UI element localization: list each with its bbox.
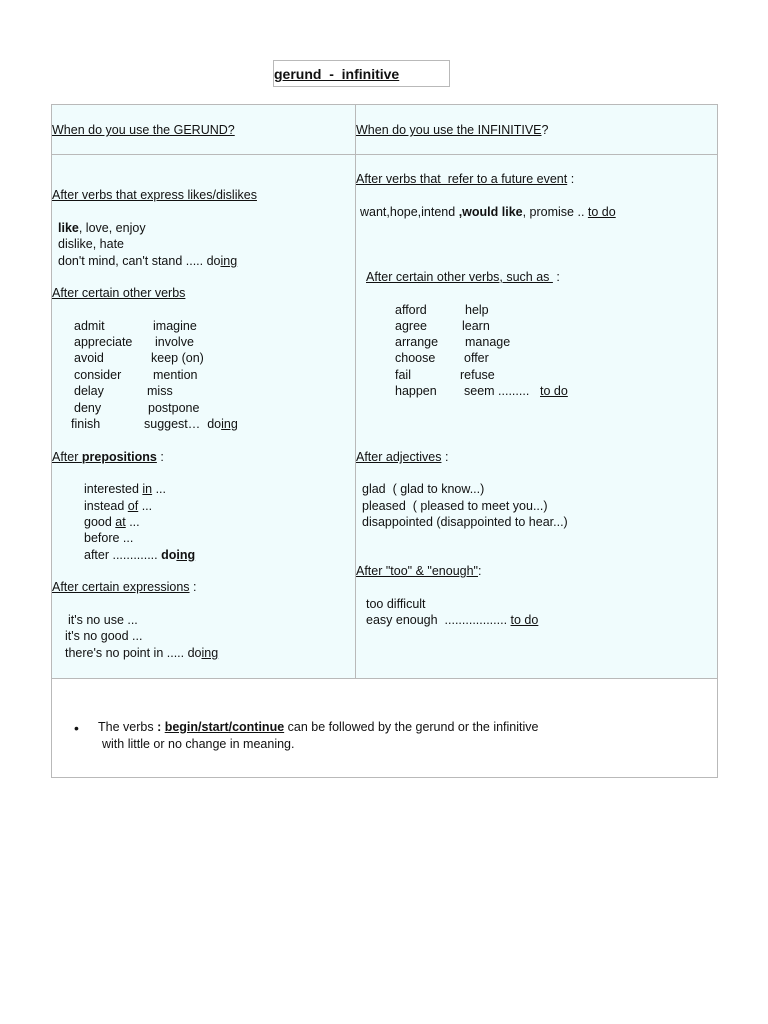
gerund-prep-heading: After prepositions : bbox=[52, 450, 164, 464]
infinitive-verb: manage bbox=[465, 335, 511, 349]
gerund-header: When do you use the GERUND? bbox=[52, 123, 235, 137]
infinitive-header-cell bbox=[356, 105, 717, 154]
gerund-verb: keep (on) bbox=[151, 351, 204, 365]
gerund-verb: postpone bbox=[148, 401, 200, 415]
infinitive-verb: afford bbox=[395, 303, 427, 317]
gerund-prep-line-4: before ... bbox=[84, 531, 134, 545]
note-cell bbox=[52, 679, 717, 777]
gerund-body-cell bbox=[52, 155, 355, 678]
gerund-verb: involve bbox=[155, 335, 194, 349]
infinitive-adj-heading: After adjectives : bbox=[356, 450, 449, 464]
gerund-verb: consider bbox=[74, 368, 122, 382]
gerund-verb: mention bbox=[153, 368, 198, 382]
page-title: gerund - infinitive bbox=[274, 66, 400, 82]
gerund-prep-line-1: interested in ... bbox=[84, 482, 167, 496]
gerund-verb: finish bbox=[71, 417, 101, 431]
gerund-verb: imagine bbox=[153, 319, 197, 333]
infinitive-verb: learn bbox=[462, 319, 490, 333]
gerund-verb: suggest… doing bbox=[144, 417, 238, 431]
bullet-icon: • bbox=[74, 720, 79, 736]
gerund-prep-line-3: good at ... bbox=[84, 515, 140, 529]
gerund-likes-line-1: like, love, enjoy bbox=[58, 221, 146, 235]
gerund-verb: admit bbox=[74, 319, 105, 333]
gerund-verb: miss bbox=[147, 384, 173, 398]
column-divider bbox=[355, 105, 356, 679]
infinitive-body-cell bbox=[356, 155, 717, 678]
gerund-expr-heading: After certain expressions : bbox=[52, 580, 197, 594]
infinitive-header: When do you use the INFINITIVE? bbox=[356, 123, 549, 137]
gerund-verb: delay bbox=[74, 384, 104, 398]
infinitive-verb: agree bbox=[395, 319, 427, 333]
gerund-expr-line-1: it's no use ... bbox=[68, 613, 138, 627]
gerund-header-cell bbox=[52, 105, 355, 154]
gerund-verb: deny bbox=[74, 401, 102, 415]
gerund-verb: avoid bbox=[74, 351, 104, 365]
gerund-prep-line-2: instead of ... bbox=[84, 499, 153, 513]
gerund-prep-line-5: after ............. doing bbox=[84, 548, 196, 562]
infinitive-adj-line-3: disappointed (disappointed to hear...) bbox=[362, 515, 568, 529]
infinitive-verb: offer bbox=[464, 351, 489, 365]
infinitive-other-heading: After certain other verbs, such as : bbox=[366, 270, 560, 284]
infinitive-adj-line-2: pleased ( pleased to meet you...) bbox=[362, 499, 548, 513]
infinitive-verbs-to-do: to do bbox=[540, 384, 568, 398]
gerund-likes-line-2: dislike, hate bbox=[58, 237, 125, 251]
note-line-1: The verbs : begin/start/continue can be followed by the gerund or the infinitive bbox=[98, 720, 539, 734]
gerund-likes-heading: After verbs that express likes/dislikes bbox=[52, 188, 257, 202]
gerund-verb: appreciate bbox=[74, 335, 133, 349]
grammar-table bbox=[51, 104, 718, 778]
infinitive-future-line: want,hope,intend ,would like, promise .. to do bbox=[360, 205, 616, 219]
infinitive-verb: refuse bbox=[460, 368, 495, 382]
infinitive-verb: choose bbox=[395, 351, 436, 365]
infinitive-verb: fail bbox=[395, 368, 411, 382]
note-line-2: with little or no change in meaning. bbox=[102, 737, 295, 751]
infinitive-too-heading: After "too" & "enough": bbox=[356, 564, 482, 578]
gerund-likes-line-3: don't mind, can't stand ..... doing bbox=[58, 254, 238, 268]
infinitive-too-line-2: easy enough .................. to do bbox=[366, 613, 539, 627]
gerund-expr-line-2: it's no good ... bbox=[65, 629, 143, 643]
infinitive-verb: seem ......... bbox=[464, 384, 530, 398]
infinitive-verb: help bbox=[465, 303, 489, 317]
gerund-other-heading: After certain other verbs bbox=[52, 286, 186, 300]
infinitive-too-line-1: too difficult bbox=[366, 597, 426, 611]
infinitive-verb: arrange bbox=[395, 335, 439, 349]
title-box bbox=[273, 60, 450, 87]
infinitive-verb: happen bbox=[395, 384, 437, 398]
gerund-expr-line-3: there's no point in ..... doing bbox=[65, 646, 219, 660]
infinitive-adj-line-1: glad ( glad to know...) bbox=[362, 482, 485, 496]
header-divider bbox=[52, 154, 717, 155]
infinitive-future-heading: After verbs that refer to a future event : bbox=[356, 172, 575, 186]
